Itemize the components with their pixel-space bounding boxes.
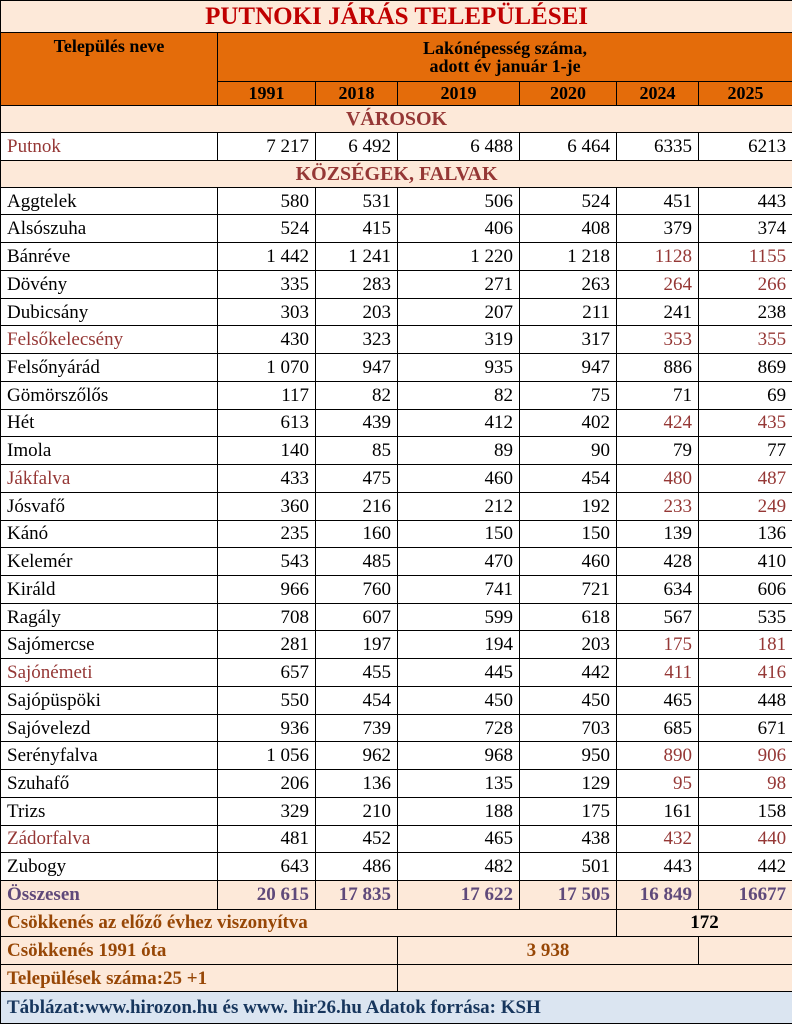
settlement-name: Putnok bbox=[1, 132, 218, 161]
population-value: 1 070 bbox=[218, 354, 316, 382]
population-value: 535 bbox=[699, 603, 792, 631]
population-value: 442 bbox=[699, 853, 792, 881]
settlement-name: Bánréve bbox=[1, 243, 218, 271]
village-row bbox=[1, 797, 792, 825]
population-value: 708 bbox=[218, 603, 316, 631]
population-value: 460 bbox=[520, 548, 617, 576]
population-value: 353 bbox=[617, 326, 699, 354]
population-value: 936 bbox=[218, 714, 316, 742]
village-row bbox=[1, 714, 792, 742]
header-population-line2: adott év január 1-je bbox=[429, 55, 581, 76]
village-row bbox=[1, 575, 792, 603]
decrease-prev-value: 172 bbox=[617, 909, 792, 937]
population-value: 150 bbox=[520, 520, 617, 548]
population-value: 410 bbox=[699, 548, 792, 576]
population-value: 618 bbox=[520, 603, 617, 631]
population-value: 319 bbox=[398, 326, 520, 354]
population-value: 117 bbox=[218, 381, 316, 409]
settlement-name: Trizs bbox=[1, 797, 218, 825]
population-value: 947 bbox=[316, 354, 398, 382]
settlement-name: Felsőnyárád bbox=[1, 354, 218, 382]
population-value: 406 bbox=[398, 215, 520, 243]
population-value: 657 bbox=[218, 659, 316, 687]
population-value: 524 bbox=[520, 187, 617, 215]
village-row bbox=[1, 603, 792, 631]
total-value: 17 835 bbox=[316, 881, 398, 910]
village-row bbox=[1, 631, 792, 659]
population-value: 98 bbox=[699, 770, 792, 798]
population-value: 317 bbox=[520, 326, 617, 354]
header-population-line1: Lakónépesség száma, bbox=[423, 37, 588, 58]
village-row bbox=[1, 298, 792, 326]
decrease-1991-value: 3 938 bbox=[398, 937, 699, 965]
population-value: 329 bbox=[218, 797, 316, 825]
population-value: 335 bbox=[218, 270, 316, 298]
header-population bbox=[218, 32, 792, 81]
population-value: 90 bbox=[520, 437, 617, 465]
settlement-name: Sajónémeti bbox=[1, 659, 218, 687]
population-value: 263 bbox=[520, 270, 617, 298]
population-value: 432 bbox=[617, 825, 699, 853]
population-value: 415 bbox=[316, 215, 398, 243]
population-value: 428 bbox=[617, 548, 699, 576]
population-value: 212 bbox=[398, 492, 520, 520]
population-value: 685 bbox=[617, 714, 699, 742]
population-value: 71 bbox=[617, 381, 699, 409]
population-value: 266 bbox=[699, 270, 792, 298]
population-value: 416 bbox=[699, 659, 792, 687]
source-footer: Táblázat:www.hirozon.hu és www. hir26.hu Adatok forrása: KSH bbox=[1, 992, 792, 1024]
settlement-name: Szuhafő bbox=[1, 770, 218, 798]
total-value: 16 849 bbox=[617, 881, 699, 910]
population-value: 613 bbox=[218, 409, 316, 437]
population-value: 6 488 bbox=[398, 132, 520, 161]
village-row bbox=[1, 354, 792, 382]
population-value: 486 bbox=[316, 853, 398, 881]
population-value: 408 bbox=[520, 215, 617, 243]
decrease-prev-row bbox=[1, 909, 792, 937]
population-value: 440 bbox=[699, 825, 792, 853]
village-row bbox=[1, 548, 792, 576]
population-value: 412 bbox=[398, 409, 520, 437]
page-title: PUTNOKI JÁRÁS TELEPÜLÉSEI bbox=[1, 1, 792, 33]
population-value: 203 bbox=[520, 631, 617, 659]
settlement-name: Alsószuha bbox=[1, 215, 218, 243]
population-value: 445 bbox=[398, 659, 520, 687]
population-value: 303 bbox=[218, 298, 316, 326]
population-value: 455 bbox=[316, 659, 398, 687]
header-year: 1991 bbox=[218, 81, 316, 105]
population-value: 947 bbox=[520, 354, 617, 382]
population-value: 433 bbox=[218, 465, 316, 493]
population-value: 481 bbox=[218, 825, 316, 853]
population-value: 271 bbox=[398, 270, 520, 298]
population-value: 6335 bbox=[617, 132, 699, 161]
population-value: 7 217 bbox=[218, 132, 316, 161]
population-value: 442 bbox=[520, 659, 617, 687]
village-row bbox=[1, 187, 792, 215]
settlement-name: Jósvafő bbox=[1, 492, 218, 520]
population-value: 1 442 bbox=[218, 243, 316, 271]
settlement-name: Kánó bbox=[1, 520, 218, 548]
population-value: 543 bbox=[218, 548, 316, 576]
population-value: 6 492 bbox=[316, 132, 398, 161]
village-row bbox=[1, 270, 792, 298]
population-value: 739 bbox=[316, 714, 398, 742]
village-row bbox=[1, 770, 792, 798]
population-value: 906 bbox=[699, 742, 792, 770]
settlement-name: Jákfalva bbox=[1, 465, 218, 493]
population-value: 82 bbox=[398, 381, 520, 409]
population-value: 194 bbox=[398, 631, 520, 659]
population-value: 69 bbox=[699, 381, 792, 409]
village-row bbox=[1, 465, 792, 493]
settlement-name: Felsőkelecsény bbox=[1, 326, 218, 354]
population-value: 968 bbox=[398, 742, 520, 770]
population-value: 480 bbox=[617, 465, 699, 493]
population-value: 460 bbox=[398, 465, 520, 493]
village-row bbox=[1, 409, 792, 437]
population-value: 435 bbox=[699, 409, 792, 437]
population-value: 721 bbox=[520, 575, 617, 603]
population-value: 760 bbox=[316, 575, 398, 603]
population-value: 454 bbox=[316, 686, 398, 714]
population-value: 249 bbox=[699, 492, 792, 520]
population-value: 139 bbox=[617, 520, 699, 548]
population-value: 374 bbox=[699, 215, 792, 243]
population-value: 6213 bbox=[699, 132, 792, 161]
city-row bbox=[1, 132, 792, 161]
population-value: 323 bbox=[316, 326, 398, 354]
population-value: 82 bbox=[316, 381, 398, 409]
population-value: 140 bbox=[218, 437, 316, 465]
header-settlement-name: Település neve bbox=[1, 32, 218, 105]
population-value: 6 464 bbox=[520, 132, 617, 161]
population-value: 634 bbox=[617, 575, 699, 603]
population-value: 1 218 bbox=[520, 243, 617, 271]
settlement-name: Kelemér bbox=[1, 548, 218, 576]
population-value: 210 bbox=[316, 797, 398, 825]
population-value: 411 bbox=[617, 659, 699, 687]
population-value: 506 bbox=[398, 187, 520, 215]
settlements-count-row bbox=[1, 964, 792, 992]
total-label: Összesen bbox=[1, 881, 218, 910]
decrease-1991-row bbox=[1, 937, 792, 965]
population-value: 452 bbox=[316, 825, 398, 853]
population-value: 95 bbox=[617, 770, 699, 798]
population-value: 501 bbox=[520, 853, 617, 881]
population-value: 438 bbox=[520, 825, 617, 853]
header-year: 2024 bbox=[617, 81, 699, 105]
population-value: 531 bbox=[316, 187, 398, 215]
population-value: 1 241 bbox=[316, 243, 398, 271]
population-value: 158 bbox=[699, 797, 792, 825]
population-value: 450 bbox=[520, 686, 617, 714]
section-cities: VÁROSOK bbox=[1, 106, 792, 133]
total-value: 20 615 bbox=[218, 881, 316, 910]
settlement-name: Zubogy bbox=[1, 853, 218, 881]
settlement-name: Imola bbox=[1, 437, 218, 465]
settlement-name: Ragály bbox=[1, 603, 218, 631]
population-value: 465 bbox=[617, 686, 699, 714]
population-value: 966 bbox=[218, 575, 316, 603]
settlement-name: Hét bbox=[1, 409, 218, 437]
total-value: 16677 bbox=[699, 881, 792, 910]
population-value: 606 bbox=[699, 575, 792, 603]
population-value: 580 bbox=[218, 187, 316, 215]
population-value: 482 bbox=[398, 853, 520, 881]
population-value: 136 bbox=[316, 770, 398, 798]
header-year: 2020 bbox=[520, 81, 617, 105]
population-value: 607 bbox=[316, 603, 398, 631]
population-value: 890 bbox=[617, 742, 699, 770]
population-value: 233 bbox=[617, 492, 699, 520]
header-year: 2025 bbox=[699, 81, 792, 105]
population-value: 160 bbox=[316, 520, 398, 548]
population-value: 175 bbox=[617, 631, 699, 659]
population-value: 524 bbox=[218, 215, 316, 243]
population-value: 430 bbox=[218, 326, 316, 354]
population-value: 1 056 bbox=[218, 742, 316, 770]
section-villages: KÖZSÉGEK, FALVAK bbox=[1, 161, 792, 188]
population-value: 206 bbox=[218, 770, 316, 798]
population-value: 238 bbox=[699, 298, 792, 326]
population-value: 129 bbox=[520, 770, 617, 798]
population-value: 935 bbox=[398, 354, 520, 382]
population-value: 188 bbox=[398, 797, 520, 825]
population-value: 79 bbox=[617, 437, 699, 465]
population-value: 150 bbox=[398, 520, 520, 548]
population-value: 211 bbox=[520, 298, 617, 326]
population-value: 550 bbox=[218, 686, 316, 714]
population-value: 355 bbox=[699, 326, 792, 354]
settlement-name: Sajóvelezd bbox=[1, 714, 218, 742]
population-value: 402 bbox=[520, 409, 617, 437]
population-value: 741 bbox=[398, 575, 520, 603]
population-value: 1 220 bbox=[398, 243, 520, 271]
population-value: 475 bbox=[316, 465, 398, 493]
population-value: 599 bbox=[398, 603, 520, 631]
decrease-1991-label: Csökkenés 1991 óta bbox=[1, 937, 398, 965]
population-value: 448 bbox=[699, 686, 792, 714]
population-value: 283 bbox=[316, 270, 398, 298]
population-value: 192 bbox=[520, 492, 617, 520]
village-row bbox=[1, 437, 792, 465]
population-value: 703 bbox=[520, 714, 617, 742]
settlement-name: Királd bbox=[1, 575, 218, 603]
population-value: 207 bbox=[398, 298, 520, 326]
empty-cell bbox=[699, 937, 792, 965]
population-value: 235 bbox=[218, 520, 316, 548]
population-value: 424 bbox=[617, 409, 699, 437]
village-row bbox=[1, 659, 792, 687]
population-value: 671 bbox=[699, 714, 792, 742]
settlement-name: Gömörszőlős bbox=[1, 381, 218, 409]
population-value: 175 bbox=[520, 797, 617, 825]
population-value: 264 bbox=[617, 270, 699, 298]
settlement-name: Serényfalva bbox=[1, 742, 218, 770]
population-value: 1155 bbox=[699, 243, 792, 271]
total-value: 17 622 bbox=[398, 881, 520, 910]
total-row bbox=[1, 881, 792, 910]
village-row bbox=[1, 825, 792, 853]
population-value: 360 bbox=[218, 492, 316, 520]
settlement-name: Dövény bbox=[1, 270, 218, 298]
village-row bbox=[1, 381, 792, 409]
population-value: 728 bbox=[398, 714, 520, 742]
village-row bbox=[1, 215, 792, 243]
population-value: 451 bbox=[617, 187, 699, 215]
population-value: 950 bbox=[520, 742, 617, 770]
population-value: 470 bbox=[398, 548, 520, 576]
population-value: 136 bbox=[699, 520, 792, 548]
population-value: 567 bbox=[617, 603, 699, 631]
population-value: 75 bbox=[520, 381, 617, 409]
header-year: 2018 bbox=[316, 81, 398, 105]
population-value: 181 bbox=[699, 631, 792, 659]
village-row bbox=[1, 492, 792, 520]
settlement-name: Dubicsány bbox=[1, 298, 218, 326]
population-value: 485 bbox=[316, 548, 398, 576]
population-value: 886 bbox=[617, 354, 699, 382]
population-value: 1128 bbox=[617, 243, 699, 271]
settlement-name: Aggtelek bbox=[1, 187, 218, 215]
village-row bbox=[1, 520, 792, 548]
population-value: 216 bbox=[316, 492, 398, 520]
population-value: 203 bbox=[316, 298, 398, 326]
village-row bbox=[1, 243, 792, 271]
population-value: 465 bbox=[398, 825, 520, 853]
population-value: 281 bbox=[218, 631, 316, 659]
village-row bbox=[1, 326, 792, 354]
village-row bbox=[1, 686, 792, 714]
settlement-name: Sajómercse bbox=[1, 631, 218, 659]
settlements-count: Települések száma:25 +1 bbox=[1, 964, 398, 992]
population-value: 643 bbox=[218, 853, 316, 881]
population-value: 962 bbox=[316, 742, 398, 770]
population-value: 454 bbox=[520, 465, 617, 493]
settlement-name: Sajópüspöki bbox=[1, 686, 218, 714]
village-rows bbox=[1, 187, 792, 880]
population-value: 135 bbox=[398, 770, 520, 798]
population-value: 869 bbox=[699, 354, 792, 382]
population-value: 161 bbox=[617, 797, 699, 825]
population-value: 89 bbox=[398, 437, 520, 465]
population-value: 439 bbox=[316, 409, 398, 437]
total-value: 17 505 bbox=[520, 881, 617, 910]
header-year: 2019 bbox=[398, 81, 520, 105]
settlement-name: Zádorfalva bbox=[1, 825, 218, 853]
population-value: 487 bbox=[699, 465, 792, 493]
population-value: 241 bbox=[617, 298, 699, 326]
village-row bbox=[1, 853, 792, 881]
population-value: 443 bbox=[617, 853, 699, 881]
decrease-prev-label: Csökkenés az előző évhez viszonyítva bbox=[1, 909, 617, 937]
village-row bbox=[1, 742, 792, 770]
empty-cell bbox=[398, 964, 792, 992]
population-value: 197 bbox=[316, 631, 398, 659]
population-value: 379 bbox=[617, 215, 699, 243]
population-value: 443 bbox=[699, 187, 792, 215]
population-value: 77 bbox=[699, 437, 792, 465]
population-value: 85 bbox=[316, 437, 398, 465]
population-value: 450 bbox=[398, 686, 520, 714]
